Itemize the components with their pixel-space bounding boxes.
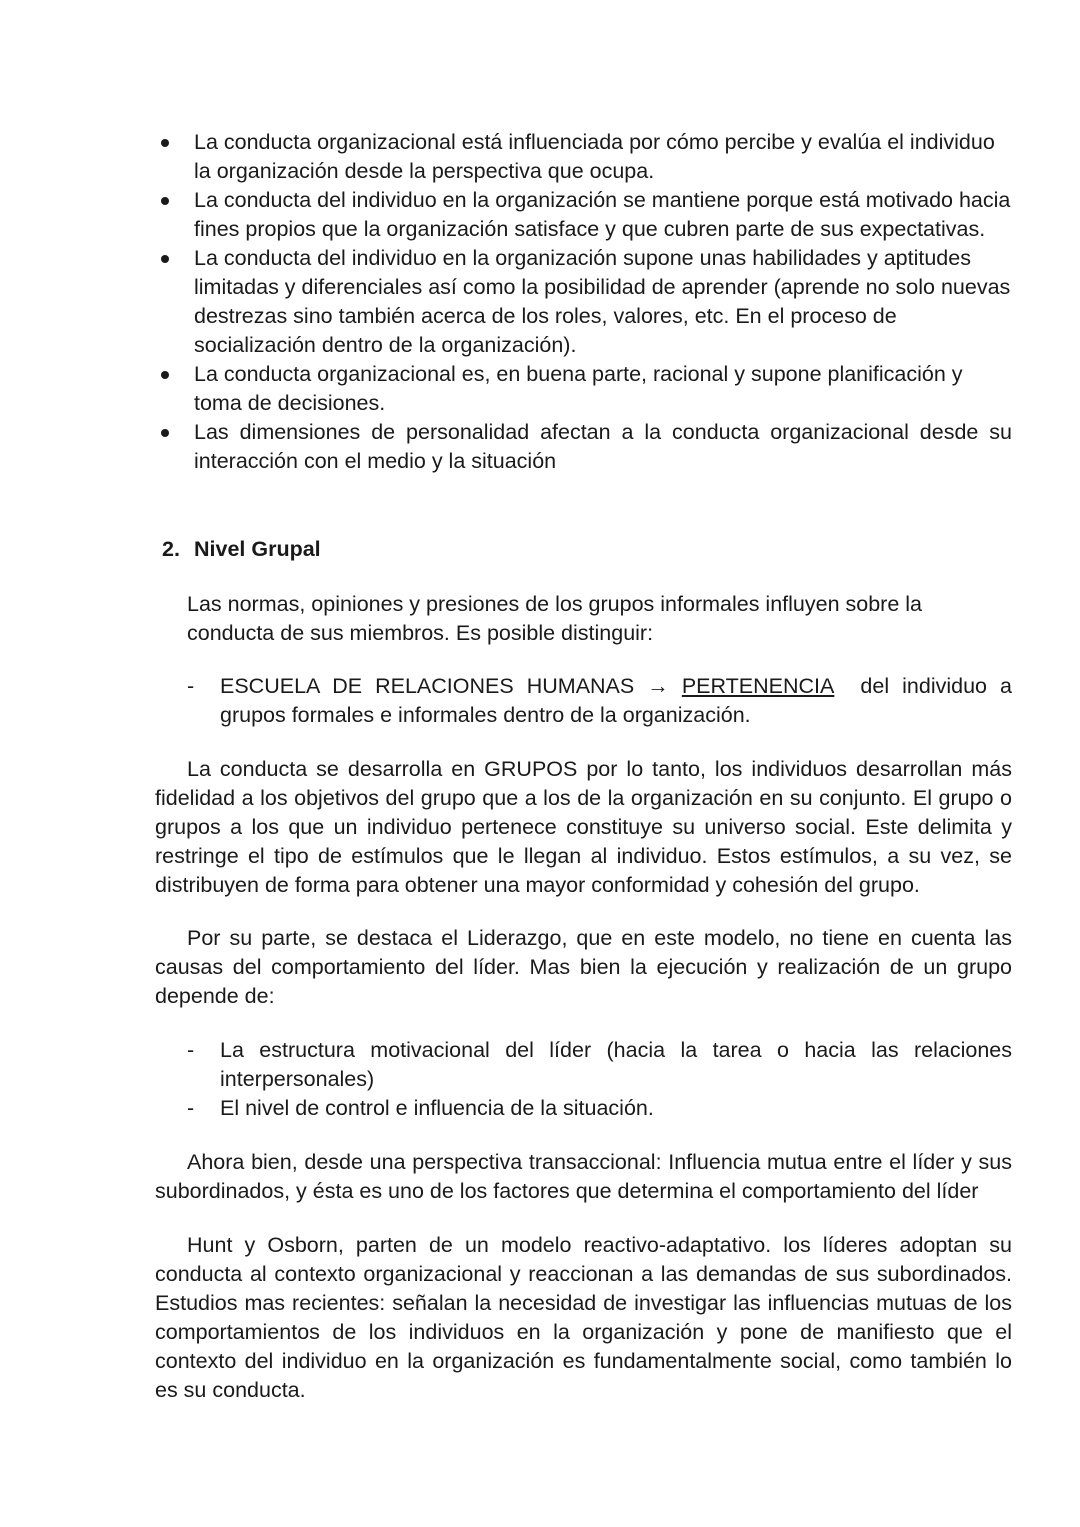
bullet-text: Las dimensiones de personalidad afectan a la conducta organizacional desde su interacción con el medio y la situación (194, 420, 1012, 473)
section-number: 2. (162, 537, 180, 561)
leader-factors-list (187, 1036, 1012, 1123)
section-title: Nivel Grupal (194, 537, 321, 561)
bullet-text: La conducta organizacional está influenciada por cómo percibe y evalúa el individuo la organización desde la perspectiva que ocupa. (194, 130, 995, 183)
school-list (187, 672, 1012, 730)
intro-paragraph: Las normas, opiniones y presiones de los grupos informales influyen sobre la conducta de sus miembros. Es posible distinguir: (187, 592, 922, 645)
dash-marker: - (187, 1096, 195, 1120)
bullet-item (155, 360, 1012, 418)
section-heading (162, 535, 321, 564)
transactional-paragraph: Ahora bien, desde una perspectiva transaccional: Influencia mutua entre el líder y sus subordinados, y ésta es uno de los factores que determina el comportamiento del líder (155, 1150, 1012, 1203)
bullet-text: La conducta del individuo en la organización supone unas habilidades y aptitudes limitadas y diferenciales así como la posibilidad de aprender (aprende no solo nuevas destrezas sino también acerca de los roles, valores, etc. En el proceso de socialización dentro de la organización). (194, 246, 1011, 357)
hunt-osborn-paragraph: Hunt y Osborn, parten de un modelo reactivo-adaptativo. los líderes adoptan su conducta al contexto organizacional y reaccionan a las demandas de sus subordinados. Estudios mas recientes: señalan la necesidad de investigar las influencias mutuas de los comportamientos de los individuos en la organización y pone de manifiesto que el contexto del individuo en la organización es fundamentalmente social, como también lo es su conducta. (155, 1233, 1012, 1402)
leader-factor-text: El nivel de control e influencia de la situación. (220, 1096, 654, 1120)
leader-factor-text: La estructura motivacional del líder (hacia la tarea o hacia las relaciones interpersonales) (220, 1038, 1012, 1091)
dash-marker: - (187, 1038, 195, 1062)
bullet-item (155, 244, 1012, 360)
bullet-text: La conducta organizacional es, en buena parte, racional y supone planificación y toma de decisiones. (194, 362, 963, 415)
bullet-item (155, 186, 1012, 244)
leadership-paragraph: Por su parte, se destaca el Liderazgo, que en este modelo, no tiene en cuenta las causas del comportamiento del líder. Mas bien la ejecución y realización de un grupo depende de: (155, 926, 1012, 1008)
bullet-dot-icon (161, 197, 169, 205)
bullet-dot-icon (161, 429, 169, 437)
bullet-list (155, 128, 1012, 476)
bullet-item (155, 128, 1012, 186)
keyword-underlined: PERTENENCIA (681, 674, 835, 698)
school-lead: ESCUELA DE RELACIONES HUMANAS (220, 674, 635, 698)
bullet-text: La conducta del individuo en la organización se mantiene porque está motivado hacia fines propios que la organización satisface y que cubren parte de sus expectativas. (194, 188, 1011, 241)
groups-paragraph: La conducta se desarrolla en GRUPOS por lo tanto, los individuos desarrollan más fidelidad a los objetivos del grupo que a los de la organización en su conjunto. El grupo o grupos a los que un individuo pertenece constituye su universo social. Este delimita y restringe el tipo de estímulos que le llegan al individuo. Estos estímulos, a su vez, se distribuyen de forma para obtener una mayor conformidad y cohesión del grupo. (155, 757, 1012, 897)
bullet-item (155, 418, 1012, 476)
dash-marker: - (187, 674, 195, 698)
leader-factor-item (187, 1036, 1012, 1094)
arrow-right-icon: → (647, 674, 669, 698)
bullet-dot-icon (161, 255, 169, 263)
school-rest: del individuo a grupos formales e informales dentro de la organización. (220, 674, 1012, 727)
school-item (187, 672, 1012, 730)
bullet-dot-icon (161, 139, 169, 147)
leader-factor-item (187, 1094, 1012, 1123)
bullet-dot-icon (161, 371, 169, 379)
